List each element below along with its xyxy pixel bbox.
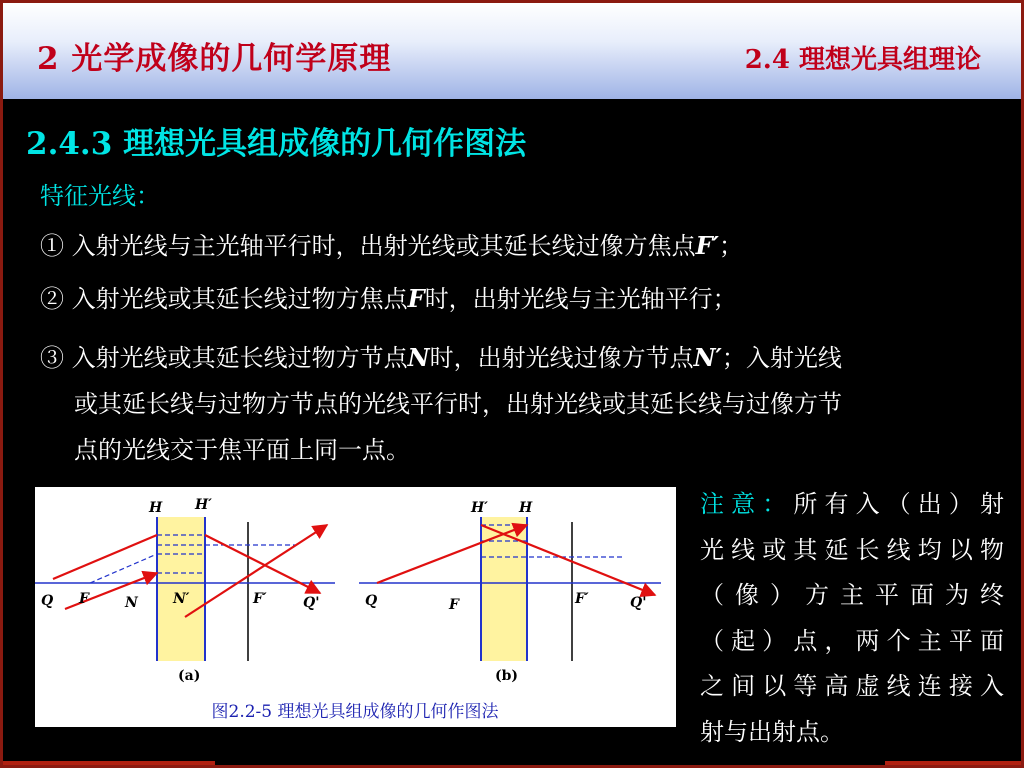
rule-1 (40, 226, 743, 261)
rule-2-symbol: F (407, 284, 425, 313)
panel-a-label-f: F (79, 591, 89, 607)
section-tag: 2.4 理想光具组理论 (744, 45, 981, 75)
ray-diagram-figure (35, 487, 676, 727)
note-line-1 (700, 482, 1004, 528)
footer-accent-right (885, 761, 1021, 765)
section-title: 2.4.3 理想光具组成像的几何作图法 (26, 126, 527, 162)
rule-3 (40, 338, 842, 373)
note-line-6: 射与出射点。 (700, 717, 844, 746)
panel-b (359, 500, 661, 684)
rule-3-line2: 或其延长线与过物方节点的光线平行时，出射光线或其延长线与过像方节 (74, 390, 842, 418)
note-line-3: （像）方主平面为终 (700, 581, 1004, 609)
panel-b-label-q: Q (365, 593, 378, 609)
panel-a (35, 497, 335, 684)
rule-3-line3: 点的光线交于焦平面上同一点。 (74, 436, 410, 464)
rule-3-symbol2: N′ (693, 343, 722, 372)
rule-3-suffix: ；入射光线 (721, 344, 842, 372)
panel-b-label-hp: H′ (471, 500, 488, 516)
panel-a-principal-planes (157, 517, 205, 661)
panel-a-label-qp: Q' (303, 595, 320, 611)
ray-diagram-svg (35, 487, 676, 727)
panel-a-caption: (a) (178, 668, 201, 684)
chapter-title: 2 光学成像的几何学原理 (37, 41, 392, 77)
slide-header (3, 3, 1021, 99)
panel-a-label-np: N′ (173, 591, 190, 607)
panel-b-principal-planes (481, 517, 527, 661)
panel-b-label-h: H (519, 500, 533, 516)
panel-a-ray-out-1 (205, 535, 320, 593)
rule-1-symbol: F′ (695, 231, 720, 260)
note-block (700, 482, 1004, 755)
note-line-4: （起）点，两个主平面 (700, 626, 1004, 655)
panel-a-label-h: H (149, 500, 163, 516)
panel-b-caption: (b) (495, 668, 519, 684)
rule-2-suffix: 时，出射光线与主光轴平行； (424, 285, 737, 313)
rule-2-text: ② 入射光线或其延长线过物方焦点 (40, 285, 408, 313)
rule-2 (40, 279, 737, 314)
panel-b-label-f: F (449, 597, 459, 613)
panel-a-label-fp: F′ (253, 591, 267, 607)
panel-a-label-hp: H′ (195, 497, 212, 513)
rule-3-text: ③ 入射光线或其延长线过物方节点 (40, 344, 408, 372)
panel-a-ray-in-1 (53, 535, 157, 579)
figure-caption: 图2.2-5 理想光具组成像的几何作图法 (211, 702, 499, 722)
characteristic-label: 特征光线： (40, 182, 160, 210)
rule-1-suffix: ； (719, 232, 744, 260)
panel-a-label-q: Q (41, 593, 54, 609)
rule-3-mid: 时，出射光线过像方节点 (429, 344, 694, 372)
rule-3-symbol: N (407, 343, 430, 372)
note-line-2: 光线或其延长线均以物 (700, 535, 1004, 564)
panel-b-label-qp: Q' (630, 595, 647, 611)
note-label: 注意： (700, 490, 794, 518)
footer-accent-left (3, 761, 215, 765)
note-line-5: 之间以等高虚线连接入 (700, 672, 1004, 700)
note-line-1-text: 所有入（出）射 (793, 490, 1005, 518)
rule-1-text: ① 入射光线与主光轴平行时，出射光线或其延长线过像方焦点 (40, 232, 696, 260)
panel-a-label-n: N (125, 595, 138, 611)
panel-b-label-fp: F′ (575, 591, 589, 607)
